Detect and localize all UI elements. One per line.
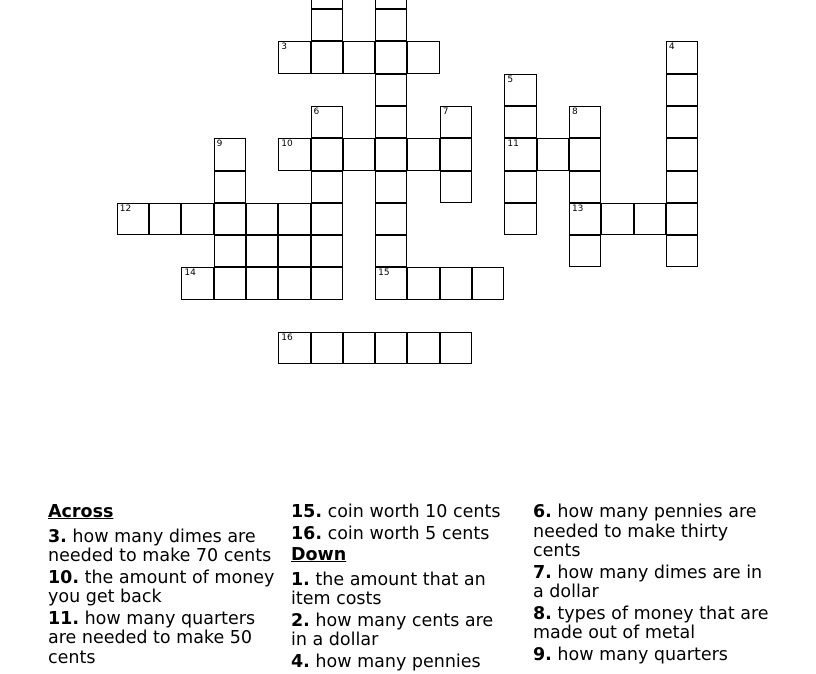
grid-cell[interactable] (666, 203, 698, 235)
grid-cell[interactable] (440, 138, 472, 170)
clue-item-number: 15. (291, 502, 323, 522)
grid-cell[interactable] (278, 267, 310, 299)
clue-item-text: how many pennies are needed to make thirty cents (533, 502, 757, 561)
clue-number: 12 (119, 203, 132, 214)
grid-cell[interactable] (278, 41, 310, 73)
clue-item (291, 571, 511, 610)
clue-item-number: 2. (291, 610, 310, 631)
grid-cell[interactable] (343, 138, 375, 170)
clue-number: 3 (281, 42, 287, 53)
grid-cell[interactable] (311, 332, 343, 364)
clue-number: 16 (281, 333, 293, 344)
grid-cell[interactable] (117, 203, 149, 235)
clue-number: 8 (571, 106, 578, 117)
grid-cell[interactable] (569, 203, 601, 235)
grid-cell[interactable] (181, 267, 213, 299)
grid-cell[interactable] (214, 203, 246, 235)
grid-cell[interactable] (343, 41, 375, 73)
grid-cell[interactable] (246, 203, 278, 235)
grid-cell[interactable] (375, 0, 407, 9)
clue-item-number: 1. (291, 569, 310, 590)
clue-item (291, 503, 511, 523)
clue-item-text: types of money that are made out of metal (533, 603, 769, 643)
across-heading: Across (48, 502, 114, 522)
grid-cell[interactable] (440, 171, 472, 203)
clue-item-number: 4. (291, 651, 310, 672)
grid-cell[interactable] (311, 106, 343, 138)
grid-cell[interactable] (214, 138, 246, 170)
clue-item (48, 610, 280, 669)
clue-number: 4 (668, 42, 675, 53)
grid-cell[interactable] (375, 267, 407, 299)
clue-item-text: the amount of money you get back (48, 567, 275, 607)
grid-cell[interactable] (311, 267, 343, 299)
clue-item-number: 3. (48, 526, 67, 547)
clue-number: 6 (313, 106, 320, 117)
grid-cell[interactable] (311, 203, 343, 235)
clue-item-text: how many dimes are needed to make 70 cents (48, 526, 272, 566)
grid-cell[interactable] (311, 235, 343, 267)
clue-item-number: 9. (533, 644, 552, 665)
grid-cell[interactable] (343, 332, 375, 364)
clue-number: 13 (571, 203, 584, 214)
grid-cell[interactable] (375, 235, 407, 267)
grid-cell[interactable] (601, 203, 633, 235)
grid-cell[interactable] (278, 203, 310, 235)
grid-cell[interactable] (214, 235, 246, 267)
grid-cell[interactable] (375, 138, 407, 170)
grid-cell[interactable] (537, 138, 569, 170)
grid-cell[interactable] (666, 106, 698, 138)
grid-cell[interactable] (569, 235, 601, 267)
grid-cell[interactable] (440, 332, 472, 364)
clue-item-text: the amount that an item costs (291, 569, 486, 609)
grid-cell[interactable] (504, 74, 536, 106)
clue-column-3 (533, 503, 773, 667)
grid-cell[interactable] (504, 106, 536, 138)
across-clue-list (48, 528, 280, 669)
clue-item-number: 16. (291, 523, 323, 544)
grid-cell[interactable] (504, 203, 536, 235)
grid-cell[interactable] (375, 171, 407, 203)
clue-item (533, 564, 773, 603)
down-clue-list-continued (533, 503, 773, 665)
clue-item-text: coin worth 10 cents (327, 502, 501, 522)
grid-cell[interactable] (311, 171, 343, 203)
grid-cell[interactable] (375, 203, 407, 235)
clue-item (533, 503, 773, 562)
clue-item (48, 528, 280, 567)
grid-cell[interactable] (375, 74, 407, 106)
clue-item (291, 525, 511, 545)
grid-cell[interactable] (407, 267, 439, 299)
clue-item-text: how many pennies (315, 651, 481, 672)
grid-cell[interactable] (375, 106, 407, 138)
grid-cell[interactable] (375, 41, 407, 73)
clue-item-number: 6. (533, 502, 552, 522)
grid-cell[interactable] (149, 203, 181, 235)
grid-cell[interactable] (375, 9, 407, 41)
grid-cell[interactable] (440, 267, 472, 299)
clue-number: 15 (378, 268, 390, 279)
down-heading: Down (291, 545, 347, 565)
clue-item-text: how many quarters are needed to make 50 cents (48, 608, 256, 668)
clue-number: 11 (507, 139, 519, 150)
clue-item (291, 612, 511, 651)
grid-cell[interactable] (246, 267, 278, 299)
clue-item (291, 653, 511, 673)
clue-item-number: 7. (533, 562, 552, 583)
grid-cell[interactable] (569, 138, 601, 170)
clue-number: 7 (442, 106, 449, 117)
grid-cell[interactable] (666, 74, 698, 106)
grid-cell[interactable] (504, 171, 536, 203)
grid-cell[interactable] (311, 0, 343, 9)
clue-number: 10 (281, 139, 293, 150)
grid-cell[interactable] (278, 235, 310, 267)
grid-cell[interactable] (214, 171, 246, 203)
grid-cell[interactable] (407, 41, 439, 73)
across-clue-list-continued (291, 503, 511, 544)
grid-cell[interactable] (407, 332, 439, 364)
grid-cell[interactable] (504, 138, 536, 170)
grid-cell[interactable] (311, 138, 343, 170)
clue-column-1 (48, 503, 280, 670)
grid-cell[interactable] (472, 267, 504, 299)
clue-item-text: how many quarters (557, 644, 728, 665)
grid-cell[interactable] (569, 171, 601, 203)
clue-item-text: how many dimes are in a dollar (533, 562, 763, 602)
grid-cell[interactable] (666, 138, 698, 170)
grid-cell[interactable] (246, 235, 278, 267)
clue-number: 9 (216, 139, 223, 150)
grid-cell[interactable] (278, 138, 310, 170)
grid-cell[interactable] (634, 203, 666, 235)
grid-cell[interactable] (569, 106, 601, 138)
clue-item-number: 8. (533, 603, 552, 624)
clue-item (533, 646, 773, 666)
grid-cell[interactable] (666, 41, 698, 73)
grid-cell[interactable] (214, 267, 246, 299)
grid-cell[interactable] (666, 171, 698, 203)
clue-number: 14 (184, 268, 196, 279)
down-clue-list (291, 571, 511, 673)
clue-item (48, 569, 280, 608)
grid-cell[interactable] (278, 332, 310, 364)
clue-item-text: how many cents are in a dollar (291, 610, 494, 650)
clue-item-number: 10. (48, 567, 80, 588)
clue-item (533, 605, 773, 644)
grid-cell[interactable] (407, 138, 439, 170)
grid-cell[interactable] (311, 41, 343, 73)
grid-cell[interactable] (375, 332, 407, 364)
clue-item-number: 11. (48, 608, 80, 629)
grid-cell[interactable] (311, 9, 343, 41)
grid-cell[interactable] (440, 106, 472, 138)
grid-cell[interactable] (666, 235, 698, 267)
grid-cell[interactable] (181, 203, 213, 235)
clue-column-2 (291, 503, 511, 674)
clue-item-text: coin worth 5 cents (327, 523, 490, 544)
clue-number: 5 (507, 74, 514, 85)
